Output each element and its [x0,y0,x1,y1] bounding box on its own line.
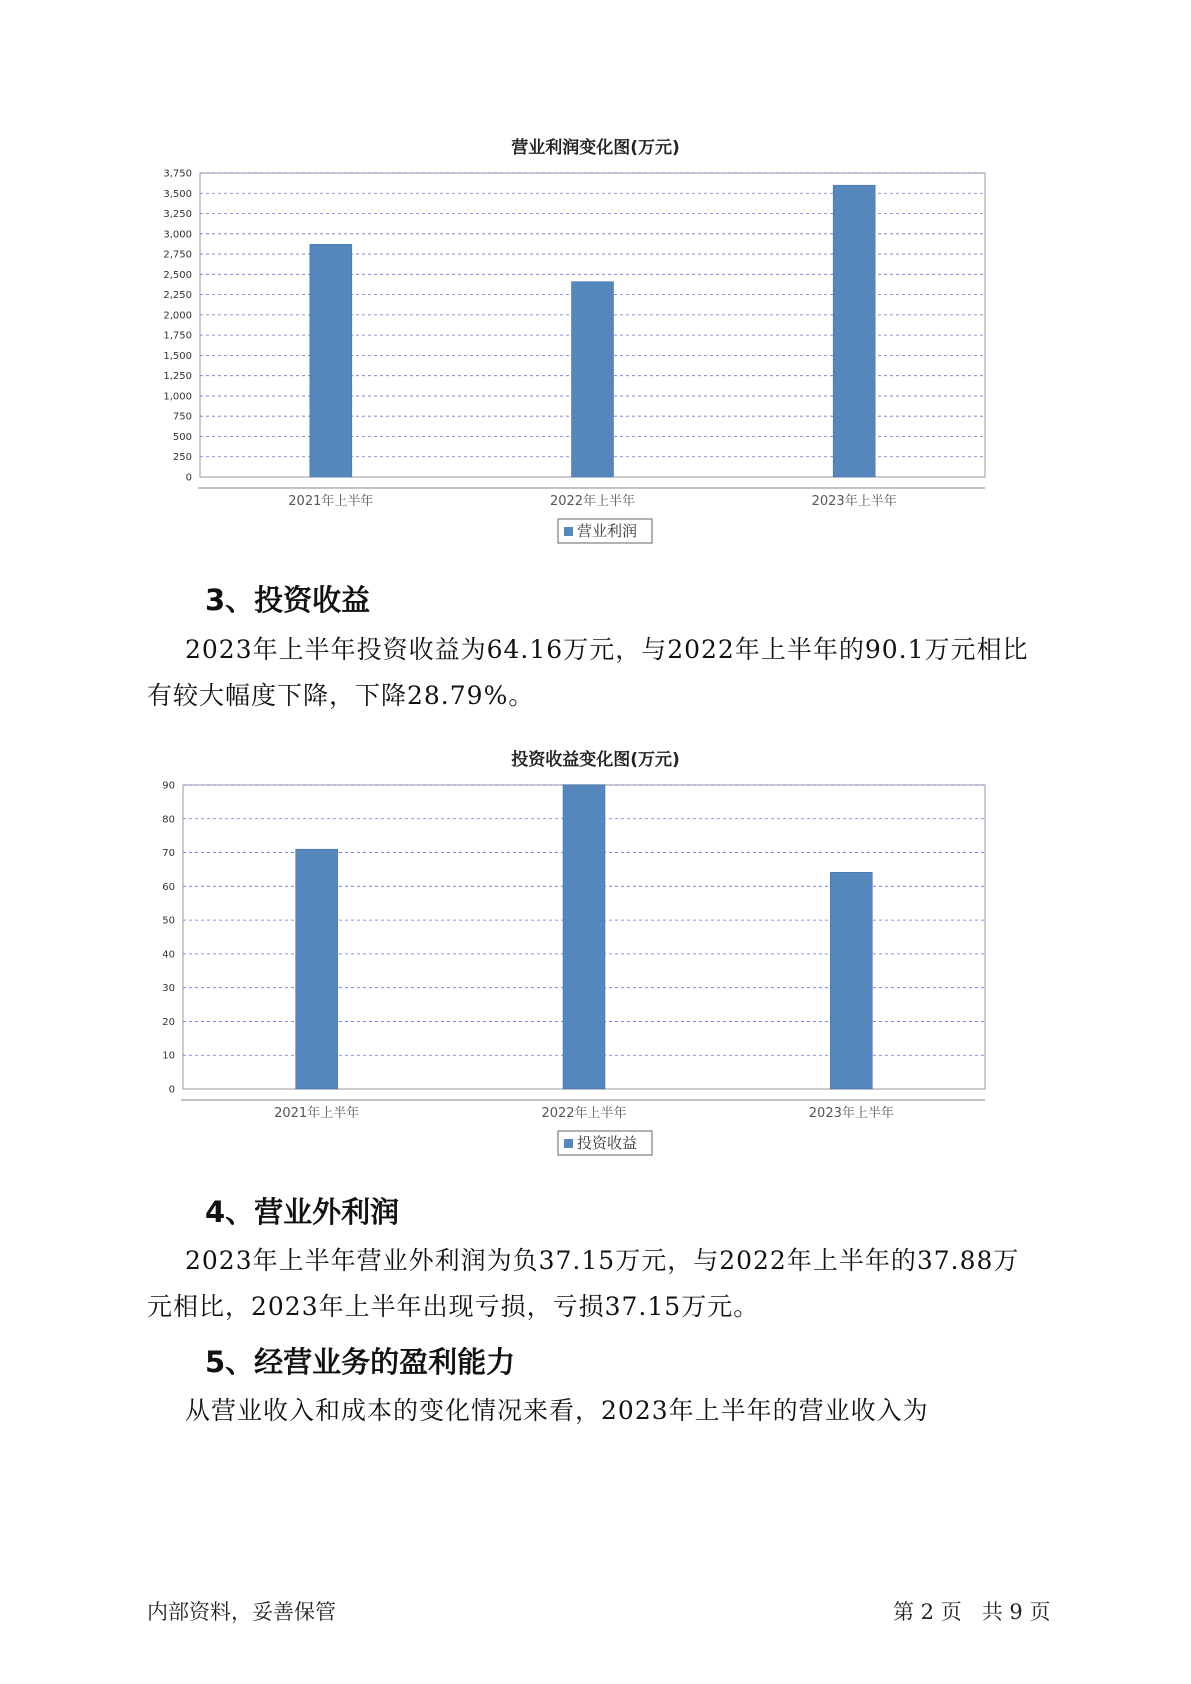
y-tick-label: 0 [185,472,192,484]
x-category-label: 2022年上半年 [549,494,636,509]
para-line: 元相比，2023年上半年出现亏损，亏损37.15万元。 [147,1292,760,1321]
legend-swatch [564,527,573,536]
y-tick-label: 40 [162,949,175,961]
investment-income-chart [150,772,1020,1167]
y-tick-label: 2,750 [163,249,192,261]
y-tick-label: 2,250 [163,290,192,302]
y-tick-label: 70 [162,848,175,860]
legend-label: 营业利润 [577,522,638,540]
bar [310,244,352,477]
y-tick-label: 1,500 [163,350,192,362]
section4-paragraph [147,1238,1077,1330]
y-tick-label: 10 [162,1050,175,1062]
y-tick-label: 3,750 [163,168,192,180]
y-tick-label: 1,750 [163,330,192,342]
x-category-label: 2021年上半年 [288,494,374,509]
footer-note: 内部资料，妥善保管 [147,1600,336,1624]
x-category-label: 2023年上半年 [808,1106,894,1121]
para-line: 2023年上半年投资收益为64.16万元，与2022年上半年的90.1万元相比 [185,635,1029,664]
y-tick-label: 250 [172,452,192,464]
section3-heading: 3、投资收益 [205,583,371,617]
y-tick-label: 3,250 [163,209,192,221]
y-tick-label: 2,000 [163,310,192,322]
x-category-label: 2022年上半年 [541,1106,627,1121]
chart1-title: 营业利润变化图(万元) [511,138,680,158]
page-number: 第 2 页 共 9 页 [893,1600,1051,1624]
legend-label: 投资收益 [577,1134,638,1152]
bar [296,849,338,1089]
y-tick-label: 3,500 [163,188,192,200]
y-tick-label: 1,250 [163,371,192,383]
operating-profit-chart [150,160,1020,555]
section5-heading: 5、经营业务的盈利能力 [205,1345,516,1379]
y-tick-label: 30 [162,983,175,995]
y-tick-label: 50 [162,915,175,927]
section3-paragraph [147,627,1077,719]
para-line: 有较大幅度下降，下降28.79%。 [147,681,535,710]
chart1 [150,160,1020,555]
y-tick-label: 60 [162,881,175,893]
section4-heading: 4、营业外利润 [205,1195,400,1229]
y-tick-label: 20 [162,1016,175,1028]
y-tick-label: 3,000 [163,229,192,241]
y-tick-label: 80 [162,814,175,826]
chart2-title: 投资收益变化图(万元) [511,750,680,770]
bar [563,785,605,1089]
para-line: 2023年上半年营业外利润为负37.15万元，与2022年上半年的37.88万 [185,1246,1020,1275]
y-tick-label: 2,500 [163,269,192,281]
legend-swatch [564,1139,573,1148]
chart2 [150,772,1020,1167]
para-line: 从营业收入和成本的变化情况来看，2023年上半年的营业收入为 [185,1396,929,1425]
x-category-label: 2021年上半年 [274,1106,360,1121]
bar [830,872,872,1089]
x-category-label: 2023年上半年 [811,494,897,509]
y-tick-label: 500 [172,431,192,443]
y-tick-label: 1,000 [163,391,192,403]
y-tick-label: 0 [168,1084,175,1096]
bar [833,185,875,477]
y-tick-label: 750 [172,411,192,423]
section5-paragraph [147,1388,1077,1434]
bar [572,282,614,477]
y-tick-label: 90 [162,780,175,792]
